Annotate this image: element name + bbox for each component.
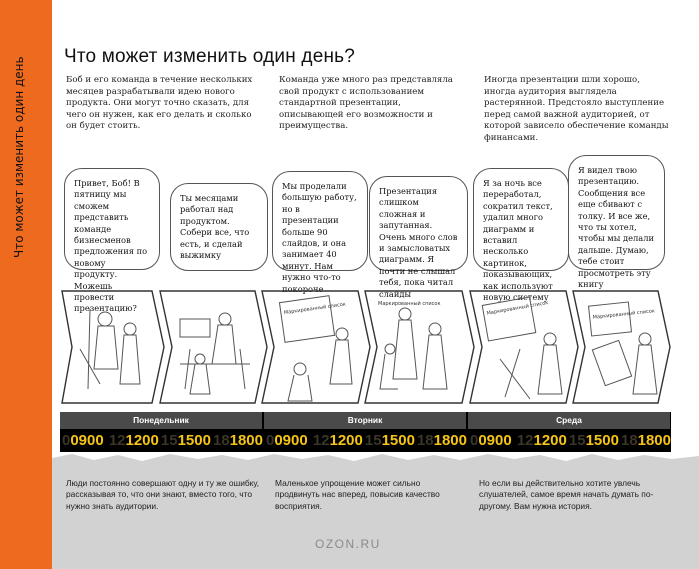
panel-4-slide-label: Маркированный список: [378, 301, 441, 307]
time-slot: 121200: [108, 432, 159, 449]
outro-text-1: Люди постоянно совершают одну и ту же ошибку, рассказывая то, что они знают, вместо того, что нужно знать аудитории.: [66, 478, 260, 511]
page-title: Что может изменить один день?: [64, 46, 356, 67]
time-slot: 181800: [212, 432, 263, 449]
time-slot: 151500: [160, 432, 211, 449]
outro-text-2: Маленькое упрощение может сильно продвинуть нас вперед, повысив качество восприятия.: [275, 478, 440, 511]
watermark: OZON.RU: [315, 537, 381, 551]
schedule-bar: [60, 412, 671, 452]
day-label: Вторник: [264, 412, 467, 429]
panel-1-frame: [62, 291, 164, 403]
panel-3-slide-label: Маркированный список: [283, 301, 347, 317]
time-slot: 00900: [62, 432, 104, 449]
outro-text-3: Но если вы действительно хотите увлечь слушателей, самое время начать думать по-другому. Вам нужна история.: [479, 478, 654, 511]
schedule-day-wednesday: [468, 412, 671, 452]
panel-2-frame: [160, 291, 267, 403]
orange-sidebar: [0, 0, 52, 569]
speech-bubble-3: Мы проделали большую работу, но в презентации больше 90 слайдов, и она занимает 40 минут. Нам нужно что-то покороче: [272, 171, 368, 271]
intro-text-3: Иногда презентации шли хорошо, иногда аудитория выглядела растерянной. Предстояло выступление перед самой важной аудиторией, от которой зависело обеспечение команды финансами.: [484, 75, 669, 143]
time-slot: 00900: [470, 432, 512, 449]
time-slot: 151500: [568, 432, 619, 449]
intro-text-2: Команда уже много раз представляла свой продукт с использованием стандартной презентации, описывающей его возможности и преимущества.: [279, 75, 453, 132]
speech-bubble-5: Я за ночь все переработал, сократил текст, удалил много диаграмм и вставил несколько картинок, показывающих, как используют новую систему: [473, 168, 569, 271]
time-slot: 121200: [516, 432, 567, 449]
schedule-day-monday: [60, 412, 263, 452]
comic-strip-drawing: [60, 289, 672, 405]
day-label: Среда: [468, 412, 671, 429]
time-slot: 181800: [620, 432, 671, 449]
speech-bubble-6: Я видел твою презентацию. Сообщения все еще сбивают с толку. И все же, что ты хотел, чтобы мы делали дальше. Думаю, тебе стоит просмотреть эту книгу: [568, 155, 665, 270]
day-label: Понедельник: [60, 412, 263, 429]
comic-strip: [60, 289, 672, 405]
speech-bubble-1: Привет, Боб! В пятницу мы сможем представить команде бизнесменов предложения по новому продукту. Можешь провести презентацию?: [64, 168, 160, 270]
intro-text-1: Боб и его команда в течение нескольких месяцев разрабатывали идею нового продукта. Они могут точно сказать, для чего он нужен, как его делать и сколько он будет стоить.: [66, 75, 253, 132]
panel-6-slide-label: Маркированный список: [592, 308, 656, 321]
time-slot: 121200: [312, 432, 363, 449]
schedule-day-tuesday: [264, 412, 467, 452]
sidebar-vertical-title: Что может изменить один день: [12, 56, 26, 258]
time-slot: 00900: [266, 432, 308, 449]
panel-4-frame: [365, 291, 474, 403]
time-slot: 151500: [364, 432, 415, 449]
panel-5-slide-label: Маркированный список: [486, 299, 549, 317]
speech-bubble-4: Презентация слишком сложная и запутанная. Очень много слов и замысловатых диаграмм. Я почти не слышал тебя, пока читал слайды: [369, 176, 468, 271]
speech-bubble-2: Ты месяцами работал над продуктом. Собери все, что есть, и сделай выжимку: [170, 183, 268, 271]
time-slot: 181800: [416, 432, 467, 449]
